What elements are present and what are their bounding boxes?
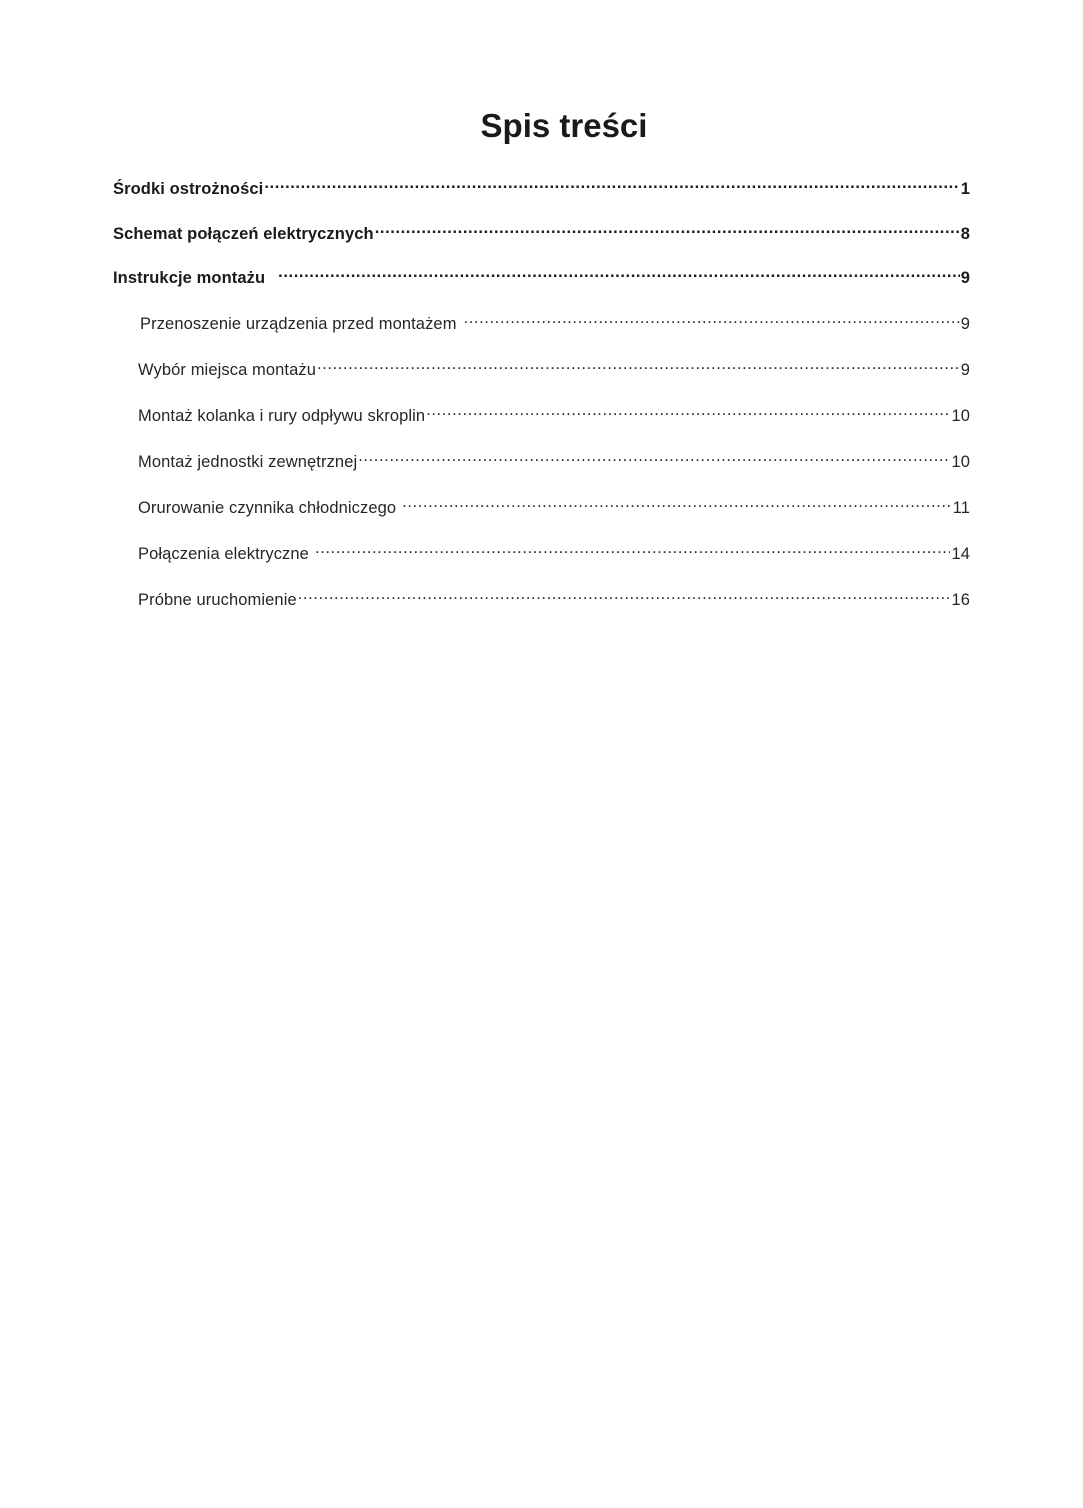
toc-leader-dots: [298, 583, 951, 605]
toc-entry-page: 11: [952, 499, 970, 517]
toc-entry-page: 10: [951, 407, 970, 425]
toc-leader-dots: [375, 217, 960, 239]
toc-entry-page: 8: [960, 225, 970, 243]
toc-entry-page: 10: [951, 453, 970, 471]
toc-entry-page: 1: [960, 180, 970, 198]
toc-entry[interactable]: [113, 261, 970, 287]
toc-entry-label: Montaż kolanka i rury odpływu skroplin: [138, 407, 426, 425]
toc-subentry[interactable]: [138, 399, 970, 425]
toc-entry-page: 14: [951, 545, 970, 563]
toc-entry-page: 9: [960, 269, 970, 287]
toc-subentry[interactable]: [140, 307, 970, 333]
toc-entry-label: Orurowanie czynnika chłodniczego: [138, 499, 397, 517]
toc-entry-label: Połączenia elektryczne: [138, 545, 309, 563]
toc-entry-label: Instrukcje montażu: [113, 269, 266, 287]
toc-entry-label: Środki ostrożności: [113, 180, 264, 198]
toc-subentry[interactable]: [138, 491, 970, 517]
toc-leader-dots: [426, 399, 950, 421]
toc-entry-label: Wybór miejsca montażu: [138, 361, 317, 379]
toc-entry[interactable]: [113, 217, 970, 243]
toc-entry-page: 9: [960, 361, 970, 379]
toc-entry-label: Schemat połączeń elektrycznych: [113, 225, 374, 243]
toc-entry-label: Montaż jednostki zewnętrznej: [138, 453, 358, 471]
toc-leader-dots: [402, 491, 951, 513]
toc-entry-label: Przenoszenie urządzenia przed montażem: [140, 315, 457, 333]
toc-leader-dots: [358, 445, 950, 467]
toc-leader-dots: [264, 172, 959, 194]
toc-entry-page: 9: [960, 315, 970, 333]
toc-subentry[interactable]: [138, 583, 970, 609]
toc-subentry[interactable]: [138, 537, 970, 563]
page-title: Spis treści: [480, 107, 648, 144]
toc-leader-dots: [278, 261, 960, 283]
toc-entry[interactable]: [113, 172, 970, 198]
toc-leader-dots: [464, 307, 960, 329]
toc-entry-page: 16: [951, 591, 970, 609]
toc-leader-dots: [317, 353, 960, 375]
toc-entry-label: Próbne uruchomienie: [138, 591, 297, 609]
toc-leader-dots: [315, 537, 950, 559]
toc-subentry[interactable]: [138, 445, 970, 471]
toc-subentry[interactable]: [138, 353, 970, 379]
